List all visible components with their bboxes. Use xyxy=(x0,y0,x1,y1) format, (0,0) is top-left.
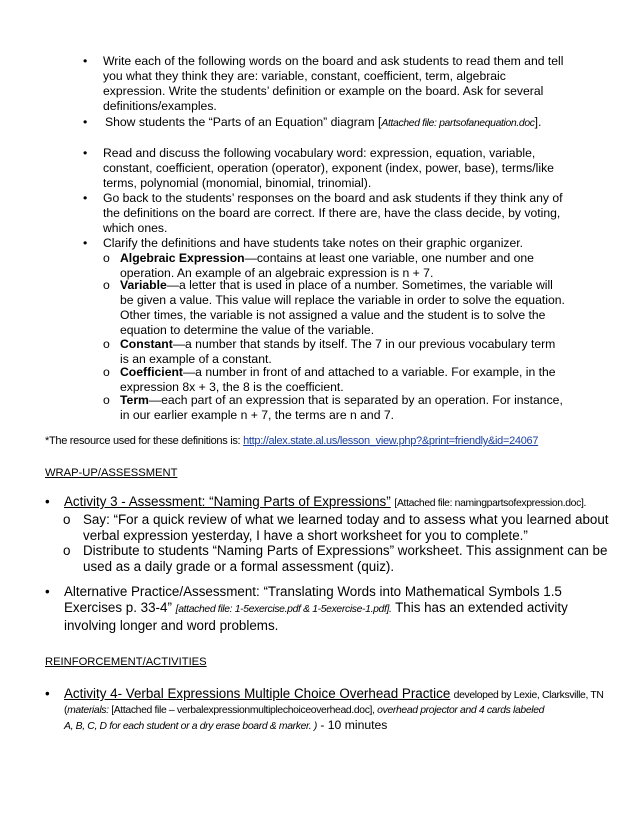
text-line: definitions/examples. xyxy=(103,99,217,113)
text-line: This has an extended activity xyxy=(395,600,568,615)
text-line: ]. xyxy=(534,115,542,129)
text-line: Other times, the variable is not assigned a value and the student is to solve the xyxy=(120,308,546,322)
definition-term: Term xyxy=(120,393,149,407)
bullet-go-back xyxy=(83,191,603,236)
resource-note xyxy=(45,434,615,449)
section-heading-wrap-up: WRAP-UP/ASSESSMENT xyxy=(45,467,178,479)
activity-4-credit: developed by Lexie, Clarksville, TN xyxy=(453,690,604,701)
text-line: in our earlier example n + 7, the terms are n and 7. xyxy=(120,408,395,422)
text-line: Distribute to students “Naming Parts of Expressions” worksheet. This assignment can be xyxy=(83,543,608,558)
definition-term: Coefficient xyxy=(120,365,183,379)
definition-algebraic-expression xyxy=(103,251,603,281)
text-line: which ones. xyxy=(103,221,168,235)
bullet-icon: • xyxy=(83,191,88,205)
definition-term: Variable xyxy=(120,278,167,292)
circle-bullet-icon: o xyxy=(103,337,110,351)
definition-term-entry xyxy=(103,393,603,423)
text-line: Go back to the students’ responses on the board and ask students if they think any of xyxy=(103,191,563,205)
activity-4-duration: - 10 minutes xyxy=(320,718,388,732)
text-line: involving longer and word problems. xyxy=(64,618,279,633)
text-line: Alternative Practice/Assessment: “Translating Words into Mathematical Symbols 1.5 xyxy=(64,584,562,599)
circle-bullet-icon: o xyxy=(103,393,110,407)
bullet-icon: • xyxy=(45,686,50,701)
attached-file-label: Attached file: partsofanequation.doc xyxy=(381,118,535,129)
text-line: you what they think they are: variable, constant, coefficient, term, algebraic xyxy=(103,69,506,83)
text-line: the definitions on the board are correct. If there are, have the class decide, by voting, xyxy=(103,206,561,220)
bullet-write-words xyxy=(83,54,603,114)
bullet-activity-3 xyxy=(45,494,620,512)
bullet-icon: • xyxy=(83,54,88,68)
circle-bullet-icon: o xyxy=(103,278,110,292)
bullet-icon: • xyxy=(83,146,88,160)
subitem-distribute xyxy=(63,543,618,575)
text-line: be given a value. This value will replace the variable in order to solve the equation. xyxy=(120,293,565,307)
text-line: expression 8x + 3, the 8 is the coefficient. xyxy=(120,380,344,394)
bullet-vocabulary xyxy=(83,146,603,191)
subitem-say xyxy=(63,512,618,544)
text-line: operation. An example of an algebraic expression is n + 7. xyxy=(120,266,434,280)
attached-file-label: [Attached file: namingpartsofexpression.doc]. xyxy=(394,498,587,509)
attached-file-label: [Attached file – verbalexpressionmultiplechoiceoverhead.doc], xyxy=(111,705,375,716)
bullet-clarify xyxy=(83,236,603,251)
definition-constant xyxy=(103,337,603,367)
activity-4-title: Activity 4- Verbal Expressions Multiple Choice Overhead Practice xyxy=(64,686,451,701)
text-line: Read and discuss the following vocabulary word: expression, equation, variable, xyxy=(103,146,536,160)
text-line: equation to determine the value of the variable. xyxy=(120,323,375,337)
resource-link[interactable]: http://alex.state.al.us/lesson_view.php?&print=friendly&id=24067 xyxy=(243,435,539,447)
text-line: —contains at least one variable, one number and one xyxy=(244,251,534,265)
section-heading-reinforcement: REINFORCEMENT/ACTIVITIES xyxy=(45,656,207,668)
text-line: Show students the “Parts of an Equation” diagram [ xyxy=(105,115,382,129)
text-line: verbal expression yesterday, I have a short worksheet for you to complete.” xyxy=(83,528,528,543)
bullet-icon: • xyxy=(45,584,50,599)
bullet-icon: • xyxy=(45,494,50,509)
text-line: overhead projector and 4 cards labeled xyxy=(377,705,545,716)
text-line: used as a daily grade or a formal assessment (quiz). xyxy=(83,559,395,574)
bullet-alternative-practice xyxy=(45,584,620,634)
bullet-icon: • xyxy=(83,115,88,129)
definition-term: Constant xyxy=(120,337,173,351)
materials-label: materials: xyxy=(67,705,109,716)
circle-bullet-icon: o xyxy=(103,251,110,265)
bullet-show-diagram xyxy=(83,115,603,131)
resource-note-label: *The resource used for these definitions is: xyxy=(45,435,241,447)
text-line: Clarify the definitions and have students take notes on their graphic organizer. xyxy=(103,236,524,250)
text-line: Write each of the following words on the board and ask students to read them and tell xyxy=(103,54,564,68)
text-line: Say: “For a quick review of what we learned today and to assess what you learned about xyxy=(83,512,609,527)
circle-bullet-icon: o xyxy=(63,512,71,527)
circle-bullet-icon: o xyxy=(63,543,71,558)
definition-variable xyxy=(103,278,603,338)
activity-3-title: Activity 3 - Assessment: “Naming Parts of Expressions” xyxy=(64,494,391,509)
bullet-icon: • xyxy=(83,236,88,250)
text-line: A, B, C, D for each student or a dry erase board & marker. ) xyxy=(64,721,317,732)
text-line: —a number in front of and attached to a variable. For example, in the xyxy=(182,365,556,379)
text-line: —a number that stands by itself. The 7 in our previous vocabulary term xyxy=(172,337,556,351)
text-line: is an example of a constant. xyxy=(120,352,272,366)
definition-coefficient xyxy=(103,365,603,395)
text-line: —a letter that is used in place of a number. Sometimes, the variable will xyxy=(166,278,553,292)
circle-bullet-icon: o xyxy=(103,365,110,379)
definition-term: Algebraic Expression xyxy=(120,251,245,265)
text-line: terms, polynomial (monomial, binomial, trinomial). xyxy=(103,176,372,190)
text-line: constant, coefficient, operation (operator), exponent (index, power, base), terms/like xyxy=(103,161,554,175)
text-line: —each part of an expression that is separated by an operation. For instance, xyxy=(148,393,563,407)
text-line: Exercises p. 33-4” xyxy=(64,600,172,615)
bullet-activity-4: • Activity 4- Verbal Expressions Multiple Choice Overhead Practice developed by Lexie, Clarksville, TN (materials: [Attached file – verbalexpressionmultiplechoiceoverhead.doc], overhead projector and 4 cards labeled A, B, C, D for each student or a dry erase board & marker. ) - 10 minutes xyxy=(45,686,604,732)
text-line: expression. Write the students’ definition or example on the board. Ask for several xyxy=(103,84,544,98)
attached-file-label: [attached file: 1-5exercise.pdf & 1-5exercise-1.pdf]. xyxy=(175,604,392,615)
